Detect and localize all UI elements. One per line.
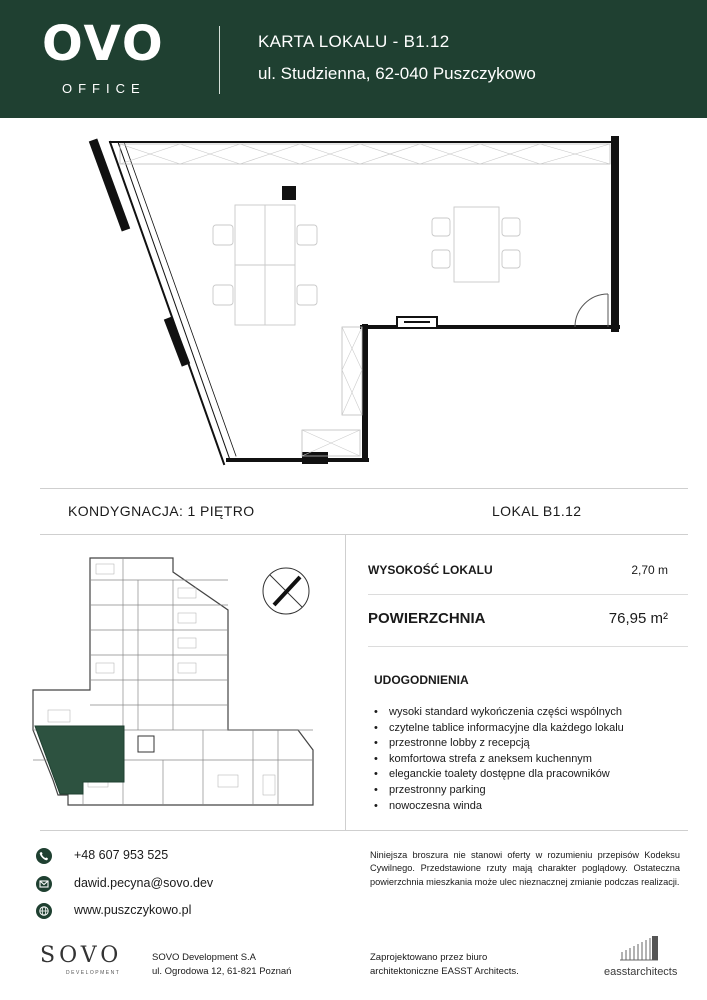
- email-icon: [36, 876, 52, 892]
- list-item: • komfortowa strefa z aneksem kuchennym: [372, 752, 682, 768]
- unit-number-label: LOKAL B1.12: [492, 503, 582, 519]
- compass-icon: [260, 565, 312, 617]
- page-title: KARTA LOKALU - B1.12: [258, 32, 450, 51]
- easst-logo-icon: [618, 934, 660, 962]
- height-value: 2,70 m: [631, 563, 668, 577]
- list-item: • nowoczesna winda: [372, 799, 682, 815]
- height-label: WYSOKOŚĆ LOKALU: [368, 563, 493, 577]
- header-divider: [219, 26, 220, 94]
- row-divider: [368, 646, 688, 647]
- company-address: ul. Ogrodowa 12, 61-821 Poznań: [152, 966, 292, 977]
- area-label: POWIERZCHNIA: [368, 610, 486, 627]
- header-banner: [0, 0, 707, 118]
- column-divider: [345, 534, 346, 830]
- phone-icon: [36, 848, 52, 864]
- list-item: • wysoki standard wykończenia części wspólnych: [372, 705, 682, 721]
- office-logo-subtitle: OFFICE: [62, 81, 146, 96]
- list-item: • eleganckie toalety dostępne dla pracowników: [372, 767, 682, 783]
- architect-line-2: architektoniczne EASST Architects.: [370, 966, 519, 977]
- highlighted-unit-area: [35, 726, 124, 794]
- website-link[interactable]: www.puszczykowo.pl: [74, 903, 192, 917]
- architect-line-1: Zaprojektowano przez biuro: [370, 952, 488, 963]
- globe-icon: [36, 903, 52, 919]
- list-item: • czytelne tablice informacyjne dla każdego lokalu: [372, 721, 682, 737]
- phone-number[interactable]: +48 607 953 525: [74, 848, 169, 862]
- legal-disclaimer: Niniejsza broszura nie stanowi oferty w rozumieniu przepisów Kodeksu Cywilnego. Przedstawione rzuty mają charakter poglądowy. Ostateczna powierzchnia mieszkania może ulec nieznacznej zmianie podczas realizacji.: [370, 850, 680, 887]
- height-row: [368, 563, 668, 579]
- architect-info: [370, 951, 519, 979]
- row-divider: [368, 594, 688, 595]
- area-value: 76,95 m²: [608, 610, 668, 627]
- sovo-logo-subtitle: DEVELOPMENT: [66, 970, 121, 976]
- unit-floor-plan: [80, 130, 640, 475]
- sovo-logo: SOVO: [40, 943, 123, 968]
- email-address[interactable]: dawid.pecyna@sovo.dev: [74, 876, 214, 890]
- list-item: • przestronne lobby z recepcją: [372, 736, 682, 752]
- building-address: ul. Studzienna, 62-040 Puszczykowo: [258, 64, 536, 83]
- developer-info: [152, 951, 291, 979]
- section-divider: [40, 830, 688, 831]
- floor-level-label: KONDYGNACJA: 1 PIĘTRO: [68, 503, 255, 519]
- company-name: SOVO Development S.A: [152, 952, 257, 963]
- list-item: • przestronny parking: [372, 783, 682, 799]
- easst-logo-text: easstarchitects: [604, 966, 678, 978]
- amenities-list: [372, 705, 682, 814]
- section-divider: [40, 534, 688, 535]
- amenities-title: UDOGODNIENIA: [374, 673, 469, 687]
- ovo-logo: OVO: [42, 16, 165, 72]
- section-divider: [40, 488, 688, 489]
- area-row: [368, 610, 668, 630]
